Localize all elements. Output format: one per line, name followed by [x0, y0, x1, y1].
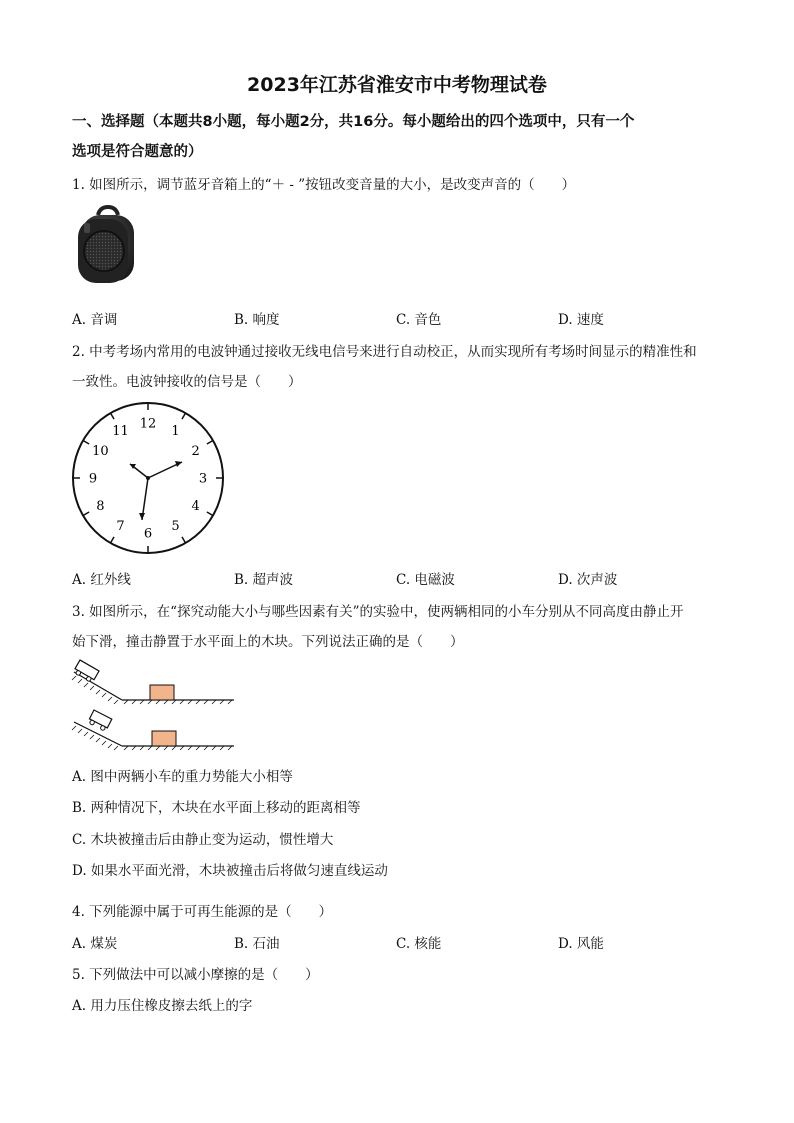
- wood-block-bottom: [152, 731, 176, 746]
- q1-option-c: C. 音色: [396, 312, 442, 328]
- question-2-text-line2: 一致性。电波钟接收的信号是（ ）: [72, 374, 302, 390]
- section-heading-line1: 一、选择题（本题共8小题，每小题2分，共16分。每小题给出的四个选项中，只有一个: [72, 114, 635, 130]
- clock-number: 7: [116, 519, 125, 535]
- q4-option-d: D. 风能: [558, 936, 604, 952]
- clock-number: 5: [171, 519, 180, 535]
- clock-number: 12: [139, 416, 157, 432]
- question-3-text-line1: 3. 如图所示，在“探究动能大小与哪些因素有关”的实验中，使两辆相同的小车分别从不同高度由静止开: [72, 604, 684, 620]
- q3-option-a: A. 图中两辆小车的重力势能大小相等: [72, 769, 293, 785]
- clock-number: 6: [143, 526, 153, 542]
- ramp-figure-top: [70, 656, 240, 706]
- clock-number: 9: [88, 471, 98, 487]
- q3-option-b: B. 两种情况下，木块在水平面上移动的距离相等: [72, 800, 361, 816]
- speaker-figure: [74, 205, 140, 287]
- cart-top: [73, 660, 99, 683]
- q4-option-a: A. 煤炭: [72, 936, 118, 952]
- question-1-text: 1. 如图所示，调节蓝牙音箱上的“＋ - ”按钮改变音量的大小，是改变声音的（ ）: [72, 177, 576, 193]
- q4-option-c: C. 核能: [396, 936, 442, 952]
- clock-number: 11: [112, 423, 129, 439]
- q3-option-d: D. 如果水平面光滑，木块被撞击后将做匀速直线运动: [72, 863, 388, 879]
- clock-number: 3: [198, 471, 208, 487]
- q2-option-b: B. 超声波: [234, 572, 294, 588]
- q2-option-a: A. 红外线: [72, 572, 131, 588]
- clock-number: 2: [191, 444, 200, 459]
- clock-number: 10: [92, 444, 109, 459]
- q3-option-c: C. 木块被撞击后由静止变为运动，惯性增大: [72, 832, 334, 848]
- q1-option-b: B. 响度: [234, 312, 280, 328]
- q1-option-d: D. 速度: [558, 312, 604, 328]
- clock-number: 4: [191, 499, 200, 514]
- question-3-text-line2: 始下滑，撞击静置于水平面上的木块。下列说法正确的是（ ）: [72, 634, 464, 650]
- question-4-text: 4. 下列能源中属于可再生能源的是（ ）: [72, 904, 333, 920]
- clock-number: 8: [96, 499, 105, 514]
- cart-bottom: [88, 710, 112, 732]
- section-heading-line2: 选项是符合题意的）: [72, 144, 203, 160]
- q2-option-c: C. 电磁波: [396, 572, 455, 588]
- question-5-text: 5. 下列做法中可以减小摩擦的是（ ）: [72, 967, 319, 983]
- q1-option-a: A. 音调: [72, 312, 118, 328]
- clock-number: 1: [171, 423, 180, 439]
- q4-option-b: B. 石油: [234, 936, 280, 952]
- wood-block-top: [150, 685, 174, 700]
- page-title: 2023年江苏省淮安市中考物理试卷: [247, 74, 547, 96]
- q2-option-d: D. 次声波: [558, 572, 618, 588]
- clock-figure: [70, 400, 226, 556]
- question-2-text-line1: 2. 中考考场内常用的电波钟通过接收无线电信号来进行自动校正，从而实现所有考场时间显示的精准性和: [72, 344, 697, 360]
- ramp-figure-bottom: [70, 706, 240, 756]
- q5-option-a: A. 用力压住橡皮擦去纸上的字: [72, 998, 253, 1014]
